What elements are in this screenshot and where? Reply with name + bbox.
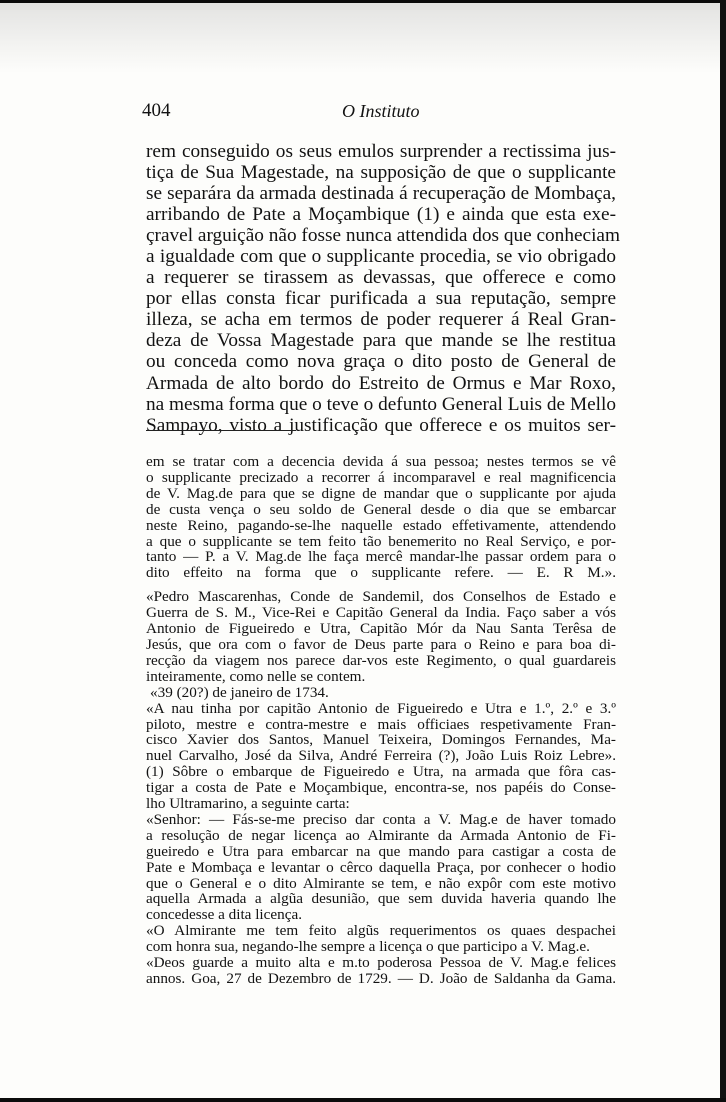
footnote-line: recção da viagem nos parece dar-vos este Regimento, o qual guardareis: [146, 651, 616, 669]
scan-shadow: [0, 3, 726, 73]
footnote-line: annos. Goa, 27 de Dezembro de 1729. — D. João de Saldanha da Gama.: [146, 970, 616, 987]
body-line: rem conseguido os seus emulos surprender a rectissima jus-: [146, 141, 616, 162]
body-line: ou conceda como nova graça o dito posto de General de: [146, 351, 616, 373]
body-line: deza de Vossa Magestade para que mande se lhe restitua: [146, 330, 616, 352]
footnote-line: lho Ultramarino, a seguinte carta:: [146, 795, 350, 813]
body-line: çravel arguição não fosse nunca attendida dos que conheciam: [146, 225, 620, 247]
footnote-line: piloto, mestre e contra-mestre e mais officiaes respetivamente Fran-: [146, 715, 616, 733]
body-line: Armada de alto bordo do Estreito de Ormus e Mar Roxo,: [146, 372, 616, 394]
footnote-line: concedesse a dita licença.: [146, 906, 303, 924]
footnote-line: «39 (20?) de janeiro de 1734.: [150, 683, 329, 701]
footnote-line: nuel Carvalho, José da Silva, André Ferreira (?), João Luis Roiz Lebre».: [146, 747, 616, 765]
footnote-line: de V. Mag.de para que se digne de mandar que o supplicante por ajuda: [146, 484, 616, 502]
footnote-line: «Pedro Mascarenhas, Conde de Sandemil, dos Conselhos de Estado e: [146, 588, 616, 606]
body-text: [146, 141, 620, 436]
footnote-line: dito effeito na forma que o supplicante refere. — E. R M.».: [146, 564, 616, 582]
body-line: tiça de Sua Magestade, na supposição de que o supplicante: [146, 162, 616, 184]
body-line: Sampayo, visto a justificação que offerece e os muitos ser-: [146, 414, 616, 436]
footnote-line: cisco Xavier dos Santos, Manuel Teixeira, Domingos Fernandes, Ma-: [146, 731, 616, 749]
body-line: na mesma forma que o teve o defunto General Luis de Mello: [146, 393, 616, 415]
footnote-line: de custa vença o seu soldo de General desde o dia que se embarcar: [146, 500, 616, 518]
footnote-line: com honra sua, negando-lhe sempre a licença o que participo a V. Mag.e.: [146, 938, 590, 956]
footnote-line: em se tratar com a decencia devida á sua pessoa; nestes termos se vê: [146, 453, 616, 470]
footnotes: [146, 454, 616, 987]
footnote-line: Jesús, que ora com o favor de Deus parte para o Reino e para boa di-: [146, 635, 616, 653]
scan-border-right: [720, 0, 726, 1102]
body-line: por ellas consta ficar purificada a sua reputação, sempre: [146, 288, 616, 310]
footnote-line: «O Almirante me tem feito algũs requerimentos os quaes despachei: [146, 922, 616, 940]
scan-border-bottom: [0, 1098, 726, 1102]
footnote-line: gueiredo e Utra para embarcar na que mando para castigar a costa de: [146, 842, 616, 860]
footnote-line: «Deos guarde a muito alta e m.to poderosa Pessoa de V. Mag.e felices: [146, 954, 616, 972]
footnote-line: «Senhor: — Fás-se-me preciso dar conta a V. Mag.e de haver tomado: [146, 810, 616, 828]
footnote-line: Pate e Mombaça e levantar o cêrco daquella Praça, por conhecer o hodio: [146, 858, 616, 876]
body-line: a requerer se tirassem as devassas, que offerece e como: [146, 267, 616, 289]
scan-border-top: [0, 0, 726, 3]
running-title: O Instituto: [342, 101, 420, 121]
footnote-line: aquella Armada a algũa desunião, que sem duvida haveria quando lhe: [146, 890, 616, 908]
page-header: [142, 100, 612, 126]
footnote-line: tanto — P. a V. Mag.de lhe faça mercê mandar-lhe passar ordem para o: [146, 548, 616, 566]
footnote-line: que o General e o dito Almirante se tem, e não expôr com este motivo: [146, 874, 616, 892]
footnote-rule: [146, 430, 296, 431]
body-line: se separára da armada destinada á recuperação de Mombaça,: [146, 183, 616, 205]
footnote-line: Guerra de S. M., Vice-Rei e Capitão General da India. Faço saber a vós: [146, 604, 616, 622]
footnote-line: a que o supplicante se tem feito tão benemerito no Real Serviço, e por-: [146, 532, 616, 550]
footnote-line: Antonio de Figueiredo e Utra, Capitão Mór da Nau Santa Terêsa de: [146, 620, 616, 638]
body-line: a igualdade com que o supplicante procedia, se vio obrigado: [146, 246, 616, 268]
page-number: 404: [142, 100, 171, 121]
body-line: arribando de Pate a Moçambique (1) e ainda que esta exe-: [146, 204, 616, 226]
footnote-line: inteiramente, como nelle se contem.: [146, 667, 366, 685]
footnote-line: (1) Sôbre o embarque de Figueiredo e Utra, na armada que fôra cas-: [146, 763, 616, 781]
footnote-line: «A nau tinha por capitão Antonio de Figueiredo e Utra e 1.º, 2.º e 3.º: [146, 699, 616, 717]
footnote-line: o supplicante precizado a recorrer á incomparavel e real magnificencia: [146, 468, 616, 486]
body-line: illeza, se acha em termos de poder requerer á Real Gran-: [146, 309, 616, 331]
footnote-line: a resolução de negar licença ao Almirante da Armada Antonio de Fi-: [146, 826, 616, 844]
footnote-line: tigar a costa de Pate e Moçambique, encontra-se, nos papéis do Conse-: [146, 779, 616, 797]
footnote-line: neste Reino, pagando-se-lhe naquelle estado effetivamente, attendendo: [146, 516, 616, 534]
